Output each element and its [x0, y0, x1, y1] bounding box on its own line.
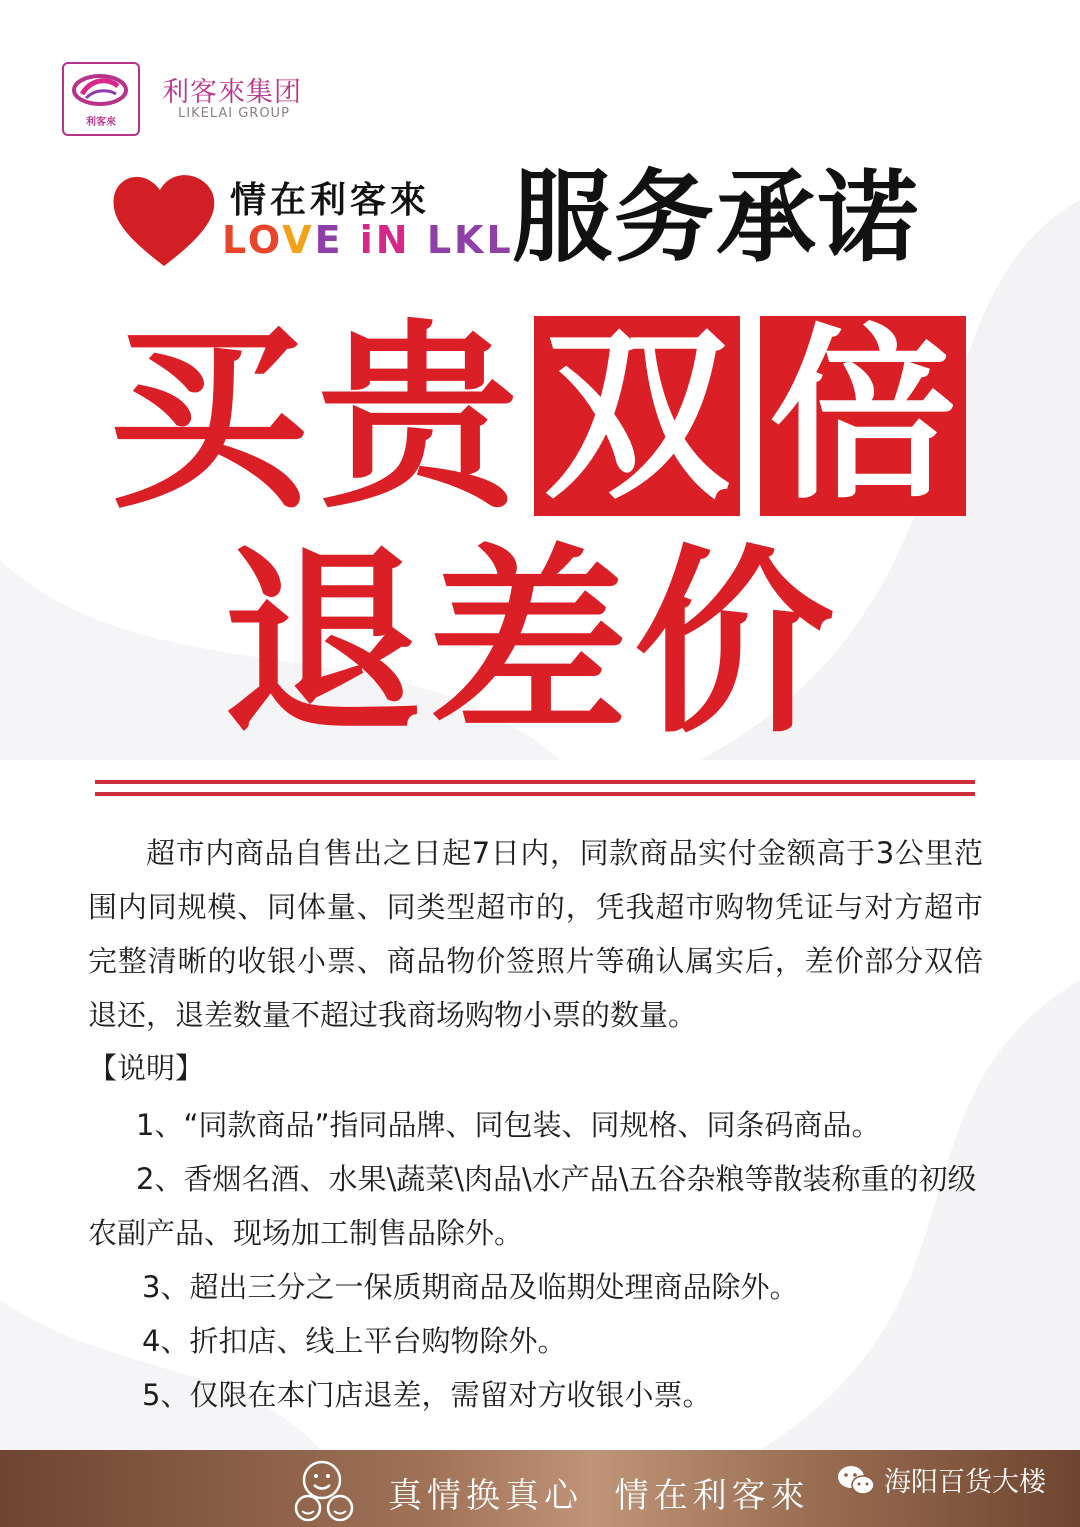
- wechat-icon: [836, 1464, 876, 1498]
- note-item: 1、“同款商品”指同品牌、同包装、同规格、同条码商品。: [136, 1108, 881, 1142]
- love-slogan-en: [222, 218, 514, 262]
- promise-paragraph: 超市内商品自售出之日起7日内，同款商品实付金额高于3公里范围内同规模、同体量、同类型超市的，凭我超市购物凭证与对方超市完整清晰的收银小票、商品物价签照片等确认属实后，差价部分双倍退还，退差数量不超过我商场购物小票的数量。: [88, 836, 983, 1032]
- love-en-part: LKL: [426, 218, 514, 262]
- headline-boxed-shuang: 双: [534, 316, 740, 516]
- service-title: 服务承诺: [512, 159, 920, 276]
- logo-text: 利客來: [86, 117, 116, 128]
- footer-slogan: 真情换真心 情在利客來: [388, 1476, 810, 1516]
- headline-word-gui: 贵: [318, 303, 519, 536]
- wechat-account-name: 海阳百货大楼: [884, 1467, 1046, 1498]
- notes-heading: 【说明】: [88, 1051, 205, 1085]
- logo-icon: [64, 68, 138, 118]
- divider-bottom: [95, 792, 975, 796]
- brand-name-cn: 利客來集团: [162, 77, 302, 108]
- note-item: 5、仅限在本门店退差，需留对方收银小票。: [142, 1378, 712, 1412]
- love-slogan-cn: 情在利客來: [230, 180, 431, 221]
- heart-icon: [110, 170, 218, 270]
- love-en-part: E: [314, 218, 360, 262]
- headline-word-mai: 买: [108, 303, 309, 536]
- headline-line2: 退差价: [222, 528, 841, 761]
- note-item: 2、香烟名酒、水果\蔬菜\肉品\水产品\五谷杂粮等散装称重的初级农副产品、现场加工制售品除外。: [88, 1162, 977, 1250]
- smiley-faces-icon: [292, 1458, 362, 1524]
- love-en-part: iN: [359, 218, 427, 262]
- divider-top: [95, 780, 975, 784]
- footer-bar: [0, 1450, 1080, 1527]
- headline-boxed-bei: 倍: [760, 316, 966, 516]
- love-en-part: V: [282, 218, 315, 262]
- love-en-part: LO: [222, 218, 283, 262]
- brand-name-en: LIKELAI GROUP: [178, 106, 290, 121]
- note-item: 3、超出三分之一保质期商品及临期处理商品除外。: [142, 1270, 799, 1304]
- company-logo: [62, 62, 140, 136]
- note-item: 4、折扣店、线上平台购物除外。: [142, 1324, 567, 1358]
